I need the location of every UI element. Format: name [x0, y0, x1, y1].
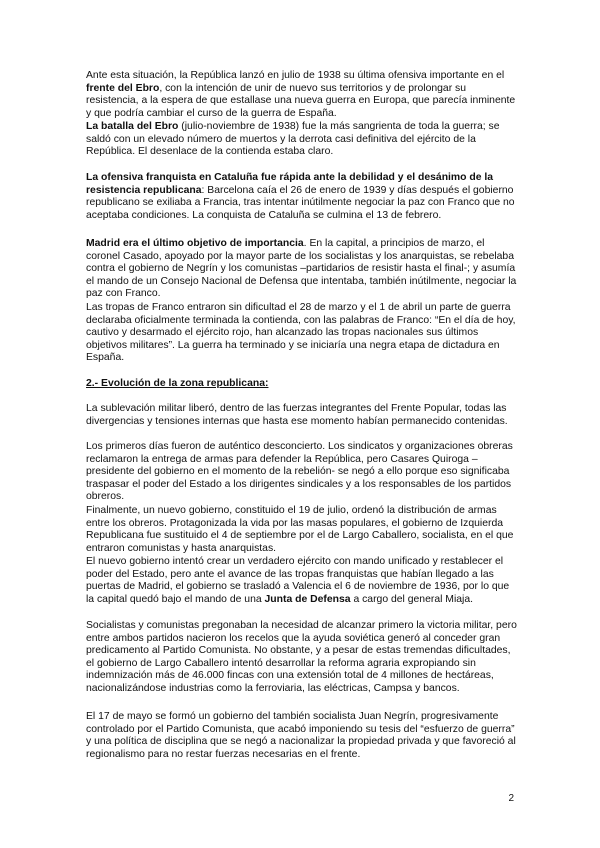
text: a cargo del general Miaja. — [350, 593, 474, 605]
paragraph-uprising: La sublevación militar liberó, dentro de las fuerzas integrantes del Frente Popular, todas las divergencias y tensiones internas que hasta ese momento habían permanecido contenidas. — [86, 403, 508, 427]
text: El nuevo gobierno intentó crear un verdadero ejército con mando unificado y restablecer el poder del Estado, pero ante el avance de las tropas franquistas que habían llegado a las puertas de Madrid, el gobierno se trasladó a Valencia el 6 de noviembre de 1936, por lo que la capital quedó bajo el mando de una — [86, 556, 510, 605]
paragraph-madrid — [86, 238, 518, 301]
bold-text: Madrid era el último objetivo de importancia — [86, 238, 304, 249]
paragraph-ebro-offensive — [86, 70, 518, 120]
text: (julio-noviembre de 1938) fue la más sangrienta de toda la guerra; se saldó con un elevado número de muertos y la derrota casi definitiva del ejército de la República. El desenlace de la contienda estaba claro. — [86, 121, 500, 158]
paragraph-end-of-war: Las tropas de Franco entraron sin dificultad el 28 de marzo y el 1 de abril un parte de guerra declaraba oficialmente terminada la contienda, con las palabras de Franco: “En el día de hoy, cautivo y desarmado el ejército rojo, han alcanzado las tropas nacionales sus últimos objetivos militares”. La guerra ha terminado y se iniciaría una negra etapa de dictadura en España. — [86, 302, 516, 364]
bold-text: La batalla del Ebro — [86, 121, 179, 132]
bold-text: Junta de Defensa — [264, 593, 351, 605]
paragraph-ebro-battle — [86, 121, 518, 159]
paragraph-new-government: Finalmente, un nuevo gobierno, constituido el 19 de julio, ordenó la distribución de armas entre los obreros. Protagonizada la vida por las masas populares, el gobierno de Izquierda Republicana fue sustituido el 4 de septiembre por el de Largo Caballero, socialista, en el que entraron comunistas y hasta anarquistas. — [86, 505, 514, 554]
paragraph-socialists-communists: Socialistas y comunistas pregonaban la necesidad de alcanzar primero la victoria militar, pero entre ambos partidos nacieron los recelos que la ayuda soviética generó al conceder gran predicamento al Partido Comunista. No obstante, y a pesar de estas tremendas dificultades, el gobierno de Largo Caballero intentó desarrollar la reforma agraria expropiando sin indemnización más de 46.000 fincas con una extensión total de 4 millones de hectáreas, nacionalizándose industrias como la ferroviaria, las eléctricas, Campsa y bancos. — [86, 620, 517, 694]
section-heading: 2.- Evolución de la zona republicana: — [86, 378, 269, 389]
text: . En la capital, a principios de marzo, el coronel Casado, apoyado por la mayor parte de los socialistas y los anarquistas, se rebelaba contra el gobierno de Negrín y los comunistas –partidarios de resistir hasta el final-; y asumía el mando de un Consejo Nacional de Defensa que intentaba, también inútilmente, negociar la paz con Franco. — [86, 238, 517, 300]
paragraph-negrin-government: El 17 de mayo se formó un gobierno del también socialista Juan Negrín, progresivamente controlado por el Partido Comunista, que acabó imponiendo su tesis del “esfuerzo de guerra” y una política de disciplina que se negó a nacionalizar la propiedad privada y que favoreció al regionalismo para no restar fuerzas necesarias en el frente. — [86, 711, 516, 760]
page-number: 2 — [508, 793, 514, 804]
paragraph-catalonia-offensive — [86, 172, 518, 222]
bold-text: frente del Ebro — [86, 82, 160, 94]
paragraph-first-days: Los primeros días fueron de auténtico desconcierto. Los sindicatos y organizaciones obreras reclamaron la entrega de armas para defender la República, pero Casares Quiroga – presidente del gobierno en el momento de la rebelión- se negó a ello porque eso significaba traspasar el poder del Estado a los dirigentes sindicales y a los responsables de los partidos obreros. — [86, 441, 513, 503]
bold-text: La ofensiva franquista en Cataluña fue rápida ante la debilidad y el desánimo de la resistencia republicana — [86, 172, 494, 196]
text: : Barcelona caía el 26 de enero de 1939 y días después el gobierno republicano se exiliaba a Francia, tras intentar inútilmente negociar la paz con Franco que no aceptaba condiciones. La conquista de Cataluña se culmina el 13 de febrero. — [86, 184, 515, 221]
paragraph-unified-army — [86, 556, 518, 606]
text: , con la intención de unir de nuevo sus territorios y de prolongar su resistencia, a la espera de que estallase una nueva guerra en Europa, que parecía inminente y que podría cambiar el curso de la guerra de España. — [86, 82, 516, 119]
text: Ante esta situación, la República lanzó en julio de 1938 su última ofensiva importante en el — [86, 70, 505, 81]
